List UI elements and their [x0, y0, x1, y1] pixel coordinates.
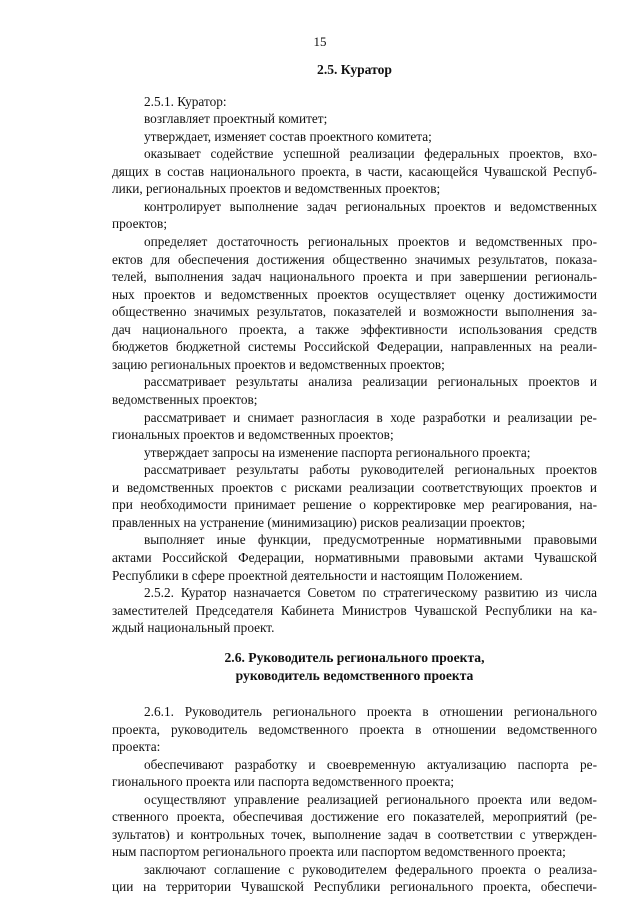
paragraph-line: определяет достаточность региональных проектов и ведомственных про- [144, 234, 597, 249]
paragraph-line: 2.5.1. Куратор: [144, 94, 227, 109]
paragraph-line: проекта, руководитель ведомственного проекта в отношении ведомственного [112, 722, 597, 737]
paragraph-line: ственного проекта, обеспечивая достижение его показателей, мероприятий (ре- [112, 809, 597, 824]
paragraph-line: ции на территории Чувашской Республики регионального проекта, обеспечи- [112, 879, 597, 894]
paragraph-line: выполняет иные функции, предусмотренные нормативными правовыми [144, 532, 597, 547]
paragraph-line: контролирует выполнение задач региональных проектов и ведомственных [144, 199, 597, 214]
paragraph-line: гиональных проектов и ведомственных проектов; [112, 427, 394, 442]
paragraph-line: рассматривает и снимает разногласия в ходе разработки и реализации ре- [144, 410, 597, 425]
paragraph-line: возглавляет проектный комитет; [144, 111, 328, 126]
paragraph-line: зацию региональных проектов и ведомственных проектов; [112, 357, 445, 372]
paragraph-line: бюджетов бюджетной системы Российской Федерации, направленных на реали- [112, 339, 597, 354]
paragraph-line: осуществляют управление реализацией регионального проекта или ведом- [144, 792, 597, 807]
paragraph-line: ведомственных проектов; [112, 392, 258, 407]
paragraph-line: лики, региональных проектов и ведомственных проектов; [112, 181, 441, 196]
paragraph-line: Республики в сфере проектной деятельности и настоящим Положением. [112, 568, 523, 583]
page-number: 15 [313, 34, 327, 49]
paragraph-line: правленных на устранение (минимизацию) рисков реализации проектов; [112, 515, 526, 530]
paragraph-line: ектов для обеспечения достижения общественно значимых результатов, показа- [112, 252, 597, 267]
paragraph-line: рассматривает результаты анализа реализации региональных проектов и [144, 374, 597, 389]
paragraph-line: при необходимости принимает решение о корректировке мер реагирования, на- [112, 497, 597, 512]
paragraph-line: утверждает, изменяет состав проектного комитета; [144, 129, 432, 144]
paragraph-line: проекта: [112, 739, 161, 754]
paragraph-line: обеспечивают разработку и своевременную актуализацию паспорта ре- [144, 757, 597, 772]
paragraph-line: ных проектов и ведомственных проектов осуществляет оценку достижимости [112, 287, 597, 302]
section-heading-curator: 2.5. Куратор [317, 62, 392, 77]
paragraph-line: 2.6.1. Руководитель регионального проекта в отношении регионального [144, 704, 597, 719]
paragraph-line: зультатов) и контрольных точек, выполнение задач в соответствии с утвержден- [112, 827, 597, 842]
paragraph-line: дач национального проекта, а также эффективности использования средств [112, 322, 597, 337]
paragraph-line: рассматривает результаты работы руководителей региональных проектов [144, 462, 597, 477]
paragraph-line: 2.5.2. Куратор назначается Советом по стратегическому развитию из числа [144, 585, 597, 600]
section-heading-project-leader-line2: руководитель ведомственного проекта [235, 668, 474, 683]
paragraph-line: дящих в состав национального проекта, в части, касающейся Чувашской Респуб- [112, 164, 597, 179]
paragraph-line: ным паспортом регионального проекта или паспортом ведомственного проекта; [112, 844, 566, 859]
paragraph-line: и ведомственных проектов с рисками реализации соответствующих проектов и [112, 480, 597, 495]
paragraph-line: заключают соглашение с руководителем федерального проекта о реализа- [144, 862, 597, 877]
paragraph-line: ждый национальный проект. [112, 620, 275, 635]
paragraph-line: телей, выполнения задач национального проекта и при завершении региональ- [112, 269, 597, 284]
paragraph-line: проектов; [112, 216, 168, 231]
paragraph-line: гионального проекта или паспорта ведомственного проекта; [112, 774, 455, 789]
paragraph-line: актами Российской Федерации, нормативными правовыми актами Чувашской [112, 550, 597, 565]
section-heading-project-leader: 2.6. Руководитель регионального проекта, [224, 650, 485, 665]
paragraph-line: утверждает запросы на изменение паспорта регионального проекта; [144, 445, 531, 460]
paragraph-line: оказывает содействие успешной реализации федеральных проектов, вхо- [144, 146, 597, 161]
paragraph-line: заместителей Председателя Кабинета Министров Чувашской Республики на ка- [112, 603, 597, 618]
paragraph-line: общественно значимых результатов, показателей и возможности выполнения за- [112, 304, 597, 319]
